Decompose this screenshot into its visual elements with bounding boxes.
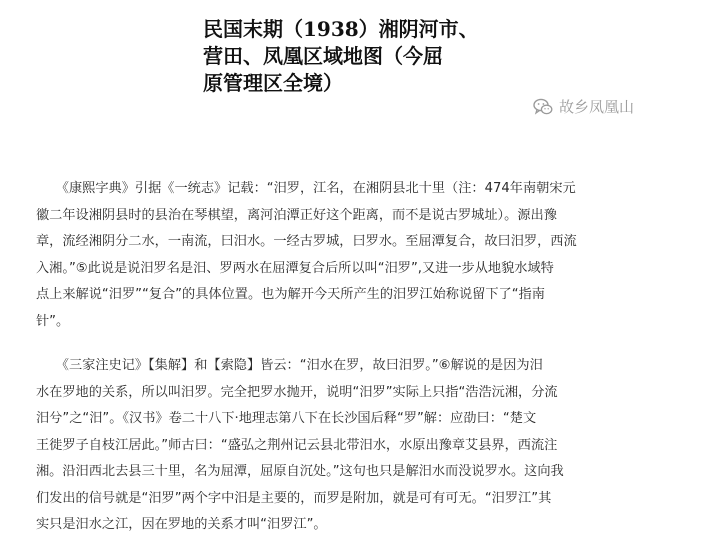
paragraph [36, 176, 676, 335]
title-line: 民国末期（1938）湘阴河市、 [203, 17, 479, 41]
paragraph-line: 们发出的信号就是“汨罗”两个字中汨是主要的，而罗是附加，就是可有可无。“汨罗江”其 [36, 490, 552, 506]
paragraph-line: 点上来解说“汨罗”“复合”的具体位置。也为解开今天所产生的汨罗江始称说留下了“指南 [36, 287, 545, 302]
wechat-icon [533, 98, 553, 116]
paragraph-line: 入湘。”⑤此说是说汨罗名是汨、罗两水在屈潭复合后所以叫“汨罗”,又进一步从地貌水域特 [36, 260, 554, 276]
paragraph [36, 353, 676, 539]
paragraph-line: 湘。沿汨西北去县三十里，名为屈潭，屈原自沉处。”这句也只是解汨水而没说罗水。这向我 [36, 464, 564, 479]
watermark-text: 故乡凤凰山 [559, 98, 635, 116]
paragraph-line: 实只是汨水之江，因在罗地的关系才叫“汨罗江”。 [36, 517, 327, 532]
watermark [533, 96, 634, 117]
paragraph-line: 王徙罗子自枝江居此。”师古曰：“盛弘之荆州记云县北带汨水，水原出豫章艾县界，西流注 [36, 437, 558, 453]
paragraph-line: 水在罗地的关系，所以叫汨罗。完全把罗水抛开，说明“汨罗”实际上只指“浩浩沅湘，分流 [36, 384, 558, 400]
article-title [203, 16, 503, 97]
title-line: 原管理区全境） [203, 71, 343, 95]
paragraph-line: 章，流经湘阴分二水，一南流，曰汨水。一经古罗城，曰罗水。至屈潭复合，故曰汨罗，西流 [36, 234, 577, 249]
paragraph-line: 《康熙字典》引据《一统志》记载：“汨罗，江名，在湘阴县北十里（注：474年南朝宋元 [36, 181, 576, 196]
paragraph-line: 《三家注史记》【集解】和【索隐】皆云：“汨水在罗，故曰汨罗。”⑥解说的是因为汨 [36, 358, 543, 373]
title-line: 营田、凤凰区域地图（今屈 [203, 44, 443, 68]
paragraph-line: 针”。 [36, 313, 70, 329]
paragraph-line: 汨兮”之“汨”。《汉书》卷二十八下·地理志第八下在长沙国后释“罗”解：应劭曰：“楚文 [36, 411, 537, 426]
paragraph-line: 徽二年设湘阴县时的县治在琴棋望，离河泊潭正好这个距离，而不是说古罗城址）。源出豫 [36, 207, 557, 223]
